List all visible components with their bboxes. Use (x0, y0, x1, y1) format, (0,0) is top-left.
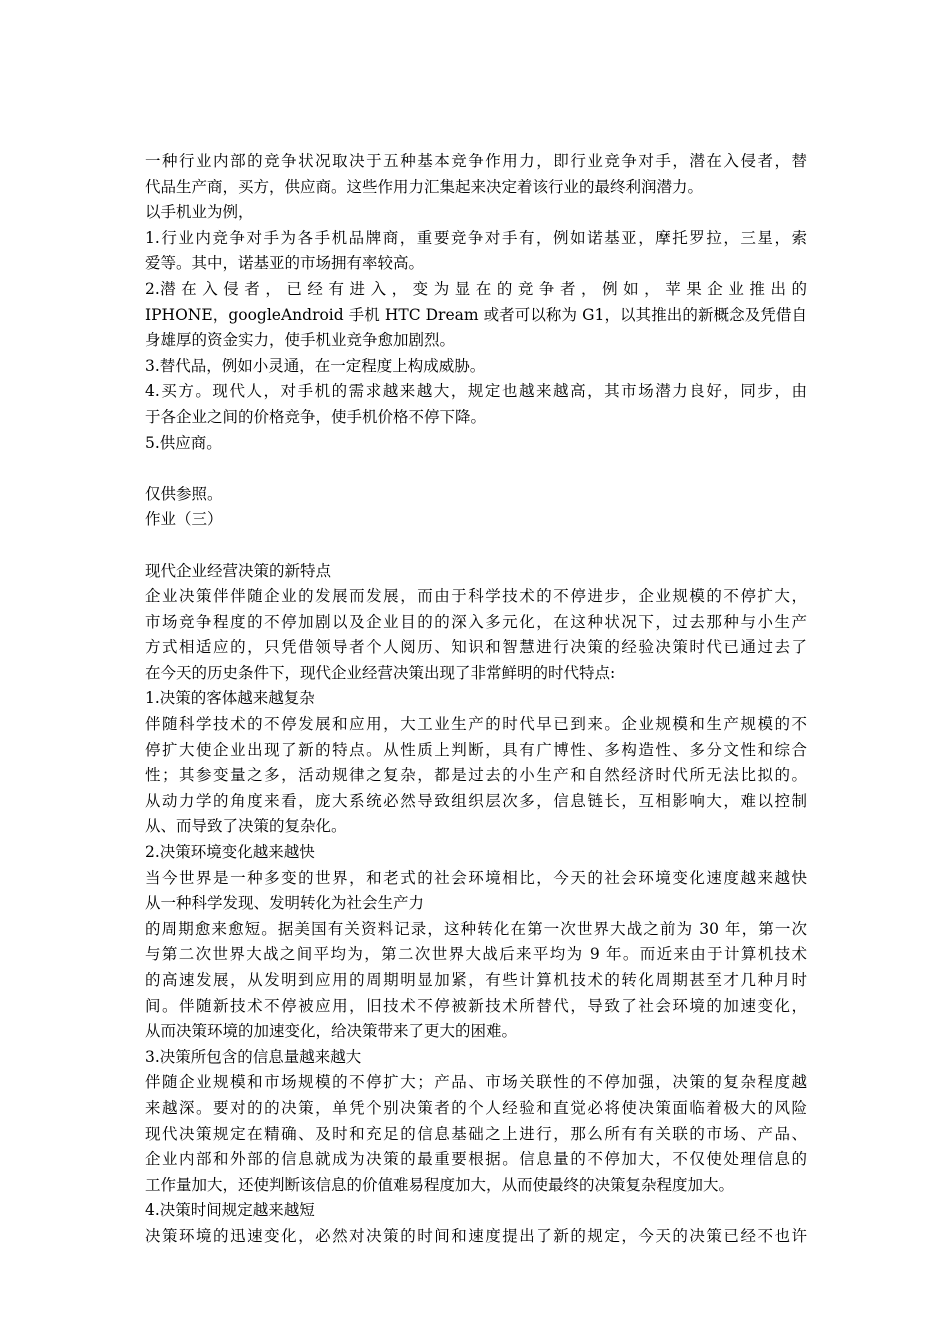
paragraph-line: 决策环境的迅速变化，必然对决策的时间和速度提出了新的规定，今天的决策已经不也许 (145, 1226, 807, 1245)
paragraph-line: 1.行业内竞争对手为各手机品牌商，重要竞争对手有，例如诺基亚，摩托罗拉，三星，索 (145, 228, 807, 247)
subsection-heading: 4.决策时间规定越来越短 (145, 1201, 315, 1220)
paragraph-line: 的高速发展，从发明到应用的周期明显加紧，有些计算机技术的转化周期甚至才几种月时 (145, 971, 807, 989)
paragraph-line: 工作量加大，还使判断该信息的价值难易程度加大，从而使最终的决策复杂程度加大。 (145, 1175, 735, 1194)
article-title: 现代企业经营决策的新特点 (145, 561, 332, 580)
section-heading: 作业（三） (145, 510, 223, 529)
paragraph-line: 5.供应商。 (145, 433, 222, 452)
paragraph-line: 身雄厚的资金实力，使手机业竞争愈加剧烈。 (145, 331, 456, 350)
paragraph-line: 企业内部和外部的信息就成为决策的最重要根据。信息量的不停加大，不仅使处理信息的 (145, 1150, 807, 1169)
paragraph-line: 来越深。要对的的决策，单凭个别决策者的个人经验和直觉必将使决策面临着极大的风险 (145, 1098, 807, 1117)
paragraph-line: 于各企业之间的价格竞争，使手机价格不停下降。 (145, 407, 487, 426)
paragraph-line: 从、而导致了决策的复杂化。 (145, 817, 347, 836)
subsection-heading: 1.决策的客体越来越复杂 (145, 689, 315, 708)
paragraph-line: 停扩大使企业出现了新的特点。从性质上判断，具有广博性、多构造性、多分文性和综合 (145, 740, 807, 759)
paragraph-line: 2.潜 在 入 侵 者 ， 已 经 有 进 入 ， 变 为 显 在 的 竞 争 者 ， 例 如 ， 苹 果 企 业 推 出 的 (145, 279, 807, 298)
paragraph-line: 3.替代品，例如小灵通，在一定程度上构成威胁。 (145, 356, 486, 375)
note-line: 仅供参照。 (145, 484, 223, 503)
paragraph-line: 性；其参变量之多，活动规律之复杂，都是过去的小生产和自然经济时代所无法比拟的。 (145, 766, 807, 785)
paragraph-line: 从而决策环境的加速变化，给决策带来了更大的困难。 (145, 1022, 518, 1041)
paragraph-line: 以手机业为例， (145, 203, 254, 222)
paragraph-line: 爱等。其中，诺基亚的市场拥有率较高。 (145, 254, 425, 273)
subsection-heading: 2.决策环境变化越来越快 (145, 843, 315, 862)
paragraph-line: 的周期愈来愈短。据美国有关资料记录，这种转化在第一次世界大战之前为 30 年，第一次 (145, 919, 807, 938)
paragraph-line: 间。伴随新技术不停被应用，旧技术不停被新技术所替代，导致了社会环境的加速变化， (145, 996, 807, 1015)
blank-line (145, 456, 807, 482)
paragraph-line: 代品生产商，买方，供应商。这些作用力汇集起来决定着该行业的最终利润潜力。 (145, 177, 704, 196)
paragraph-line: 伴随企业规模和市场规模的不停扩大；产品、市场关联性的不停加强，决策的复杂程度越 (145, 1073, 807, 1092)
paragraph-line: 方式相适应的，只凭借领导者个人阅历、知识和智慧进行决策的经验决策时代已通过去了 (145, 638, 807, 657)
paragraph-line: 企业决策伴伴随企业的发展而发展，而由于科学技术的不停进步，企业规模的不停扩大， (145, 587, 807, 606)
subsection-heading: 3.决策所包含的信息量越来越大 (145, 1047, 362, 1066)
paragraph-line: 市场竞争程度的不停加剧以及企业目的的深入多元化，在这种状况下，过去那种与小生产 (145, 612, 807, 631)
paragraph-line: 一种行业内部的竞争状况取决于五种基本竞争作用力，即行业竞争对手，潜在入侵者，替 (145, 152, 807, 170)
paragraph-line: 从一种科学发现、发明转化为社会生产力 (145, 894, 425, 913)
blank-line (145, 533, 807, 559)
paragraph-line: 与第二次世界大战之间平均为，第二次世界大战后来平均为 9 年。而近来由于计算机技术 (145, 945, 807, 964)
paragraph-line: 在今天的历史条件下，现代企业经营决策出现了非常鲜明的时代特点: (145, 663, 616, 682)
paragraph-line: 当今世界是一种多变的世界，和老式的社会环境相比，今天的社会环境变化速度越来越快 (145, 868, 807, 887)
paragraph-line: IPHONE，googleAndroid 手机 HTC Dream 或者可以称为 G1，以其推出的新概念及凭借自 (145, 305, 807, 324)
paragraph-line: 现代决策规定在精确、及时和充足的信息基础之上进行，那么所有有关联的市场、产品、 (145, 1124, 807, 1143)
paragraph-line: 从动力学的角度来看，庞大系统必然导致组织层次多，信息链长，互相影响大，难以控制 (145, 791, 807, 810)
paragraph-line: 4.买方。现代人，对手机的需求越来越大，规定也越来越高，其市场潜力良好，同步，由 (145, 382, 807, 401)
paragraph-line: 伴随科学技术的不停发展和应用，大工业生产的时代早已到来。企业规模和生产规模的不 (145, 715, 807, 734)
document-body (145, 149, 807, 1250)
